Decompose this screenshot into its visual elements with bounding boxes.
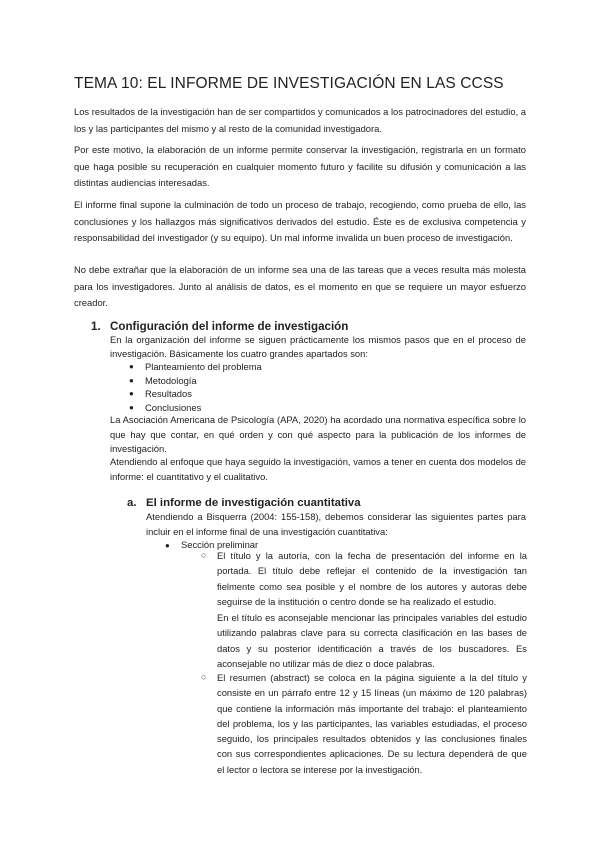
list-item: ● Metodología: [129, 374, 197, 386]
section-1-heading: [91, 320, 521, 333]
section-1-title: Configuración del informe de investigación: [110, 320, 349, 333]
page-title: TEMA 10: EL INFORME DE INVESTIGACIÓN EN LAS CCSS: [74, 75, 504, 92]
section-1-number: 1.: [91, 320, 101, 333]
section-a-letter: a.: [127, 497, 137, 509]
paragraph-no-debe: No debe extrañar que la elaboración de un informe sea una de las tareas que a veces resulta más molesta para los investigadores. Junto al análisis de datos, es el momento en que se requiere un mayor esfuerzo creador.: [74, 264, 526, 309]
bullet-icon: ●: [129, 362, 134, 371]
section-1-list: [129, 360, 262, 415]
section-a-title: El informe de investigación cuantitativa: [146, 497, 361, 509]
title-item-text: El título y la autoría, con la fecha de presentación del informe en la portada. El título debe reflejar el contenido de la investigación tan fielmente como sea posible y el nombre de los autores y autoras debe seguirse de la institución o centro donde se ha realizado el estudio.: [217, 550, 527, 607]
bullet-icon: ●: [129, 403, 134, 413]
paragraph-motivo: Por este motivo, la elaboración de un informe permite conservar la investigación, registrarla en un formato que haga posible su recuperación en cualquier momento futuro y facilite su difusión y comunicación a las distintas audiencias interesadas.: [74, 144, 526, 189]
section-1-intro: En la organización del informe se siguen prácticamente los mismos pasos que en el proceso de investigación. Básicamente los cuatro grandes apartados son:: [110, 334, 526, 359]
abstract-item-text: El resumen (abstract) se coloca en la página siguiente a la del título y consiste en un párrafo entre 12 y 15 líneas (un máximo de 120 palabras) que contiene la información más importante del trabajo: el planteamiento del problema, los y las participantes, las variables estudiadas, el proceso seguido, los principales resultados obtenidos y las conclusiones finales con sus correspondientes aplicaciones. De su lectura dependerá de que el lector o lectora se interese por la investigación.: [217, 672, 527, 775]
list-item: ● Conclusiones: [129, 402, 202, 414]
bullet-icon: ●: [129, 375, 134, 385]
title-note-text: En el título es aconsejable mencionar las principales variables del estudio utilizando palabras clave para su correcta clasificación en las bases de datos y su posterior identificación a través de los buscadores. Es aconsejable no utilizar más de diez o doce palabras.: [217, 612, 527, 669]
paragraph-intro: Los resultados de la investigación han de ser compartidos y comunicados a los patrocinadores del estudio, a los y las participantes del mismo y al resto de la comunidad investigadora.: [74, 106, 526, 134]
section-1-enfoque: Atendiendo al enfoque que haya seguido la investigación, vamos a tener en cuenta dos modelos de informe: el cuantitativo y el cualitativo.: [110, 456, 526, 482]
list-item: ● Resultados: [129, 388, 192, 400]
section-a-intro: Atendiendo a Bisquerra (2004: 155-158), debemos considerar las siguientes partes para incluir en el informe final de una investigación cuantitativa:: [146, 511, 526, 537]
subsection-label: Sección preliminar: [181, 539, 259, 550]
paragraph-informe-final: El informe final supone la culminación de todo un proceso de trabajo, recogiendo, como prueba de ello, las conclusiones y los hallazgos más significativos derivados del estudio. Éste es de exclusiva competencia y responsabilidad del investigador (y su equipo). Un mal informe invalida un buen proceso de investigación.: [74, 199, 526, 244]
bullet-icon: ●: [129, 389, 134, 399]
circle-bullet-icon: ○: [201, 672, 207, 682]
section-1-apa: La Asociación Americana de Psicología (APA, 2020) ha acordado una normativa específica sobre lo que hay que contar, en qué orden y con qué aspecto para la publicación de los informes de investigación.: [110, 414, 526, 454]
section-a-heading: [127, 497, 527, 509]
bullet-icon: ●: [165, 541, 170, 550]
list-item: ● Planteamiento del problema: [129, 361, 262, 372]
circle-bullet-icon: ○: [201, 550, 207, 560]
